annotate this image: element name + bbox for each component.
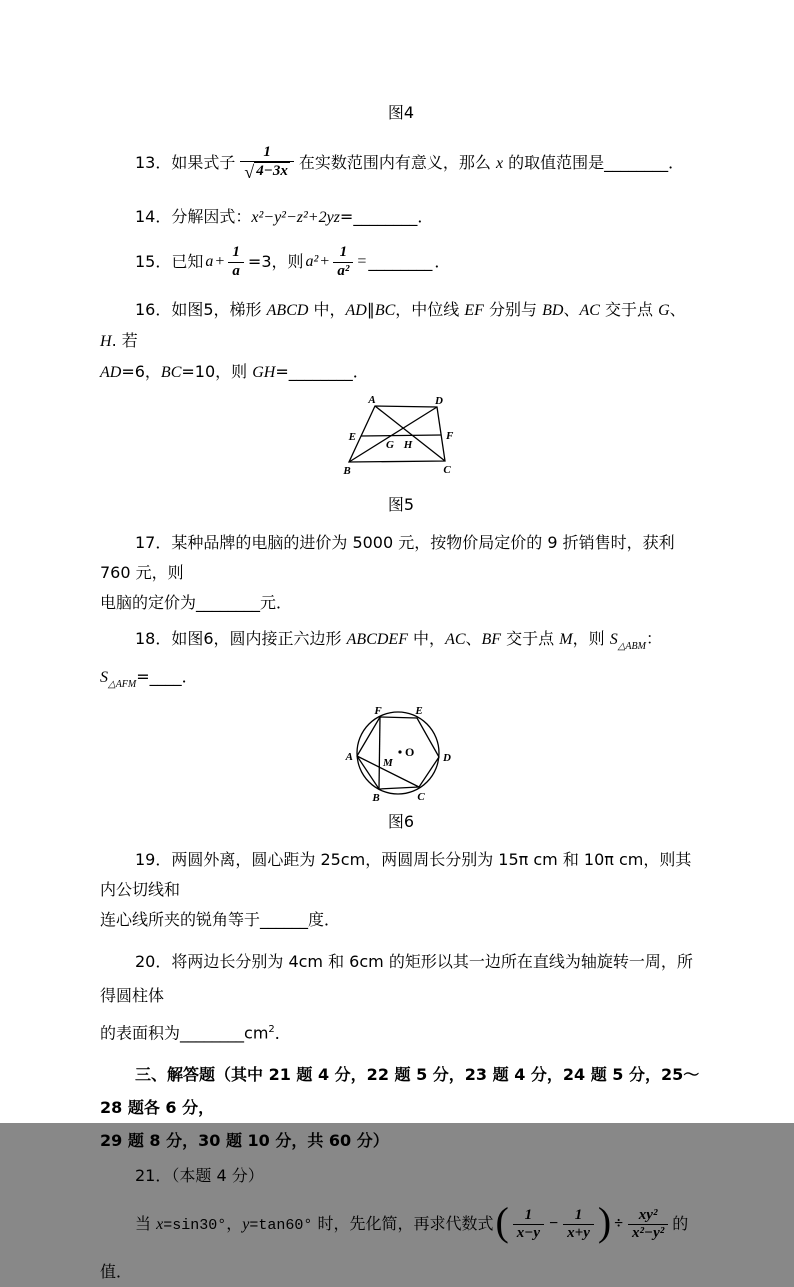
minus-sign: − xyxy=(549,1215,559,1233)
question-18: 18．如图6，圆内接正六边形 ABCDEF 中，AC、BF 交于点 M，则 $S_{\triangle ABM}$：$S_{\triangle AFM}=\_\_\_\_$． xyxy=(100,629,662,690)
fraction-numerator: 1 xyxy=(574,1206,583,1223)
question-19 xyxy=(100,845,702,935)
vertex-label-D: D xyxy=(443,752,451,764)
fraction-denominator: x−y xyxy=(513,1224,544,1242)
question-13-pre: 13．如果式子 xyxy=(135,153,236,172)
fraction-denominator: x²−y² xyxy=(628,1224,668,1242)
vertex-label-B: B xyxy=(372,792,380,804)
fraction-numerator: xy² xyxy=(638,1206,658,1223)
question-21-tail: 值． xyxy=(100,1262,133,1282)
fraction-denominator xyxy=(240,161,293,182)
fraction-1-over-x-minus-y xyxy=(513,1207,544,1243)
question-21-formula-line xyxy=(100,1191,702,1257)
fraction-xy2-over-x2-minus-y2 xyxy=(628,1207,668,1243)
vertex-label-F: F xyxy=(374,705,382,717)
question-13 xyxy=(100,136,702,190)
figure-5-caption: 图5 xyxy=(387,495,415,514)
fraction-numerator: 1 xyxy=(524,1206,533,1223)
period: ． xyxy=(434,252,451,271)
point-label-M: M xyxy=(383,757,393,769)
question-19-line2: 连心线所夹的锐角等于______度． xyxy=(100,910,341,929)
division-sign: ÷ xyxy=(614,1215,623,1233)
center-point-dot xyxy=(398,750,401,753)
circumscribed-circle xyxy=(357,712,439,794)
question-13-rest: 在实数范围内有意义，那么 x 的取值范围是________． xyxy=(298,152,685,172)
section-3-line1: 三、解答题（其中 21 题 4 分，22 题 5 分，23 题 4 分，24 题 5 分，25～28 题各 6 分， xyxy=(100,1065,700,1118)
question-19-line1: 19．两圆外离，圆心距为 25cm，两圆周长分别为 15π cm 和 10π cm，则其内公切线和 xyxy=(100,850,692,899)
vertex-label-D: D xyxy=(435,395,443,407)
fraction-1-over-a xyxy=(228,244,244,280)
fraction-denominator: a xyxy=(228,262,244,280)
diagonal-AC xyxy=(375,406,445,461)
left-paren: ( xyxy=(495,1199,509,1245)
midline-EF xyxy=(361,435,441,436)
figure-6 xyxy=(100,704,702,807)
fraction-denominator: a² xyxy=(333,262,353,280)
fraction-denominator: x+y xyxy=(563,1224,594,1242)
point-label-G: G xyxy=(386,439,394,451)
hexagon-outline xyxy=(357,717,439,789)
figure-5 xyxy=(100,392,702,484)
plus-sign: + xyxy=(215,253,225,270)
question-16 xyxy=(100,295,702,388)
question-14: 14．分解因式：x²−y²−z²+2yz=________． xyxy=(135,207,434,226)
equals-sign: = xyxy=(357,253,367,270)
question-15-mid: =3，则 xyxy=(247,252,304,271)
question-20-line1: 20．将两边长分别为 4cm 和 6cm 的矩形以其一边所在直线为轴旋转一周，所得圆柱体 xyxy=(100,952,693,1005)
radicand: 4−3x xyxy=(256,163,288,179)
figure-4-caption: 图4 xyxy=(387,103,415,122)
question-21-header: 21．（本题 4 分） xyxy=(135,1166,264,1186)
point-label-H: H xyxy=(403,439,413,451)
question-16-line2: AD=6，BC=10，则 GH=________． xyxy=(100,362,369,381)
fraction-numerator: 1 xyxy=(263,143,271,160)
fraction-numerator: 1 xyxy=(339,244,348,261)
question-15 xyxy=(100,237,702,287)
var-a-squared: a² xyxy=(305,253,319,270)
center-label-O: O xyxy=(405,745,415,759)
question-20-line2: 的表面积为$\_\_\_\_\_\_\_\_cm^2$． xyxy=(100,1023,291,1043)
var-a: a xyxy=(205,253,214,270)
fraction-1-over-x-plus-y xyxy=(563,1207,594,1243)
vertex-label-C: C xyxy=(443,464,451,476)
fraction-1-over-sqrt xyxy=(240,144,293,183)
trapezoid-diagram xyxy=(342,392,460,484)
fraction-numerator: 1 xyxy=(232,244,240,261)
hexagon-in-circle-diagram xyxy=(342,704,460,807)
question-17-line2: 电脑的定价为________元． xyxy=(100,593,293,612)
fraction-1-over-a-squared xyxy=(333,244,353,280)
radical-sign: √ xyxy=(244,162,255,182)
question-17-line1: 17．某种品牌的电脑的进价为 5000 元，按物价局定价的 9 折销售时，获利 760 元，则 xyxy=(100,533,675,582)
vertex-label-A: A xyxy=(368,394,376,406)
question-21-post: 的 xyxy=(672,1214,689,1234)
vertex-label-A: A xyxy=(345,751,353,763)
section-3-heading xyxy=(100,1058,702,1157)
diagonal-BF xyxy=(379,717,380,789)
question-17 xyxy=(100,528,702,618)
question-21-pre: 当 x=sin30°，y=tan60° 时，先化简，再求代数式 xyxy=(135,1213,494,1234)
radical xyxy=(244,162,289,180)
question-20 xyxy=(100,945,702,1050)
point-label-F: F xyxy=(446,430,454,442)
vertex-label-B: B xyxy=(343,465,351,477)
right-paren: ) xyxy=(597,1199,612,1245)
vertex-label-E: E xyxy=(415,705,423,717)
section-3-line2: 29 题 8 分，30 题 10 分，共 60 分） xyxy=(100,1131,389,1151)
point-label-E: E xyxy=(348,431,356,443)
plus-sign: + xyxy=(320,253,330,270)
vertex-label-C: C xyxy=(417,791,425,803)
figure-6-caption: 图6 xyxy=(387,812,415,831)
question-16-line1: 16．如图5，梯形 ABCD 中，AD∥BC，中位线 EF 分别与 BD、AC 交于点 G、H. 若 xyxy=(100,300,686,350)
question-15-pre: 15．已知 xyxy=(135,252,204,271)
answer-blank: ________ xyxy=(368,252,433,271)
